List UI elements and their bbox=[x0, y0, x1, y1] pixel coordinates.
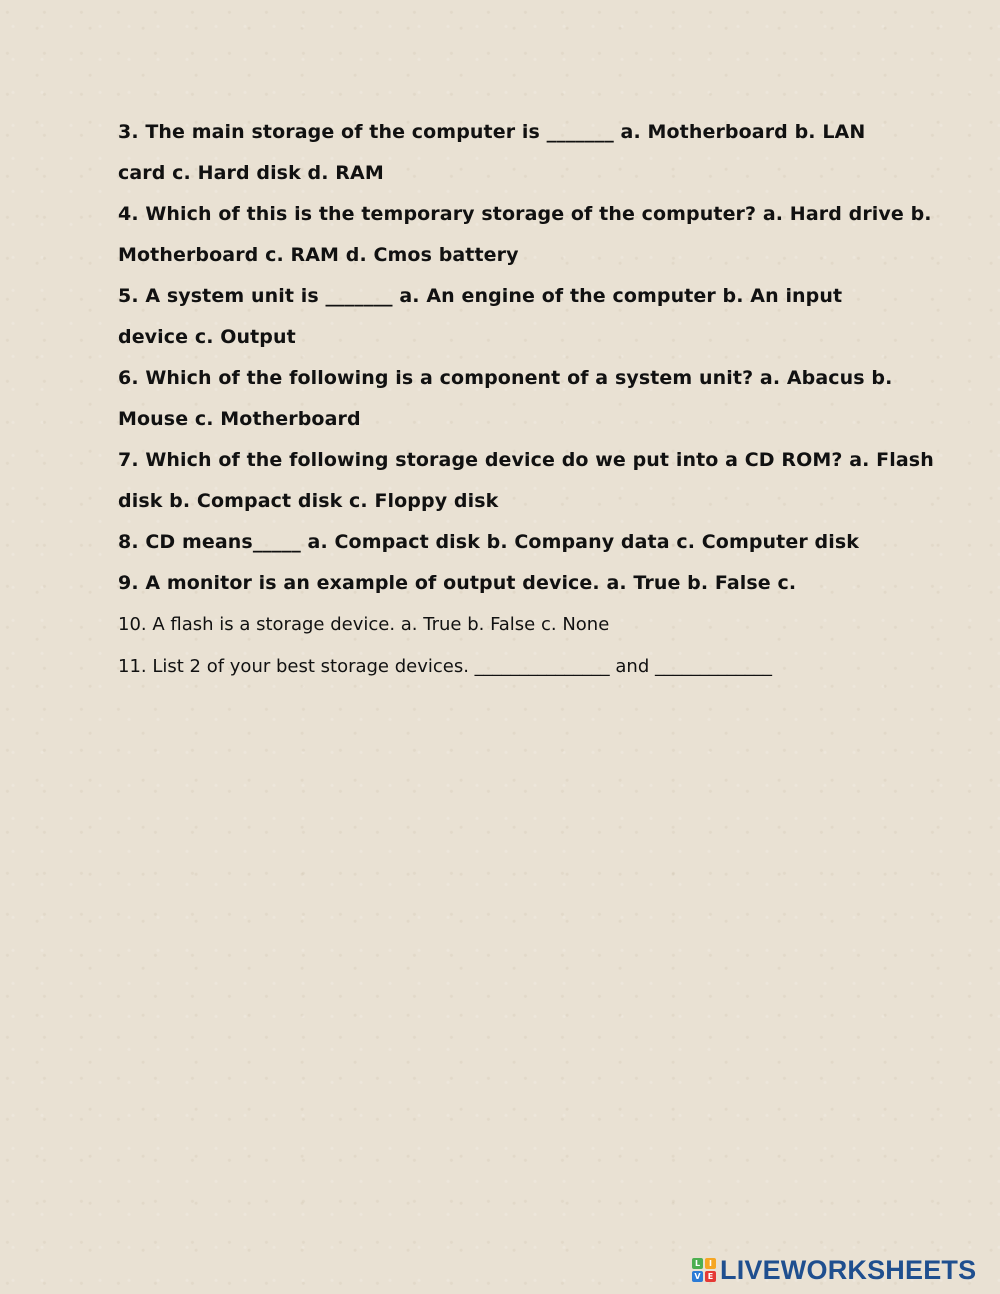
liveworksheets-logo-icon bbox=[692, 1258, 716, 1282]
question-4-line-1: 4. Which of this is the temporary storage of the computer? a. Hard drive b. bbox=[118, 203, 932, 225]
question-10: 10. A flash is a storage device. a. True b. False c. None bbox=[118, 614, 610, 635]
logo-letter-i: I bbox=[705, 1258, 716, 1269]
question-5-line-2: device c. Output bbox=[118, 326, 296, 348]
question-11: 11. List 2 of your best storage devices. _______________ and _____________ bbox=[118, 656, 772, 677]
logo-letter-v: V bbox=[692, 1271, 703, 1282]
question-3-line-2: card c. Hard disk d. RAM bbox=[118, 162, 384, 184]
question-6-line-2: Mouse c. Motherboard bbox=[118, 408, 361, 430]
question-7-line-1: 7. Which of the following storage device do we put into a CD ROM? a. Flash bbox=[118, 449, 934, 471]
question-5-line-1: 5. A system unit is _______ a. An engine of the computer b. An input bbox=[118, 285, 843, 307]
question-6-line-1: 6. Which of the following is a component of a system unit? a. Abacus b. bbox=[118, 367, 893, 389]
question-8: 8. CD means_____ a. Compact disk b. Company data c. Computer disk bbox=[118, 531, 859, 553]
brand-name: LIVEWORKSHEETS bbox=[720, 1254, 977, 1285]
question-9: 9. A monitor is an example of output device. a. True b. False c. bbox=[118, 572, 797, 594]
question-7-line-2: disk b. Compact disk c. Floppy disk bbox=[118, 490, 499, 512]
question-3-line-1: 3. The main storage of the computer is _______ a. Motherboard b. LAN bbox=[118, 121, 866, 143]
question-4-line-2: Motherboard c. RAM d. Cmos battery bbox=[118, 244, 519, 266]
liveworksheets-brand bbox=[692, 1256, 976, 1284]
logo-letter-l: L bbox=[692, 1258, 703, 1269]
logo-letter-e: E bbox=[705, 1271, 716, 1282]
